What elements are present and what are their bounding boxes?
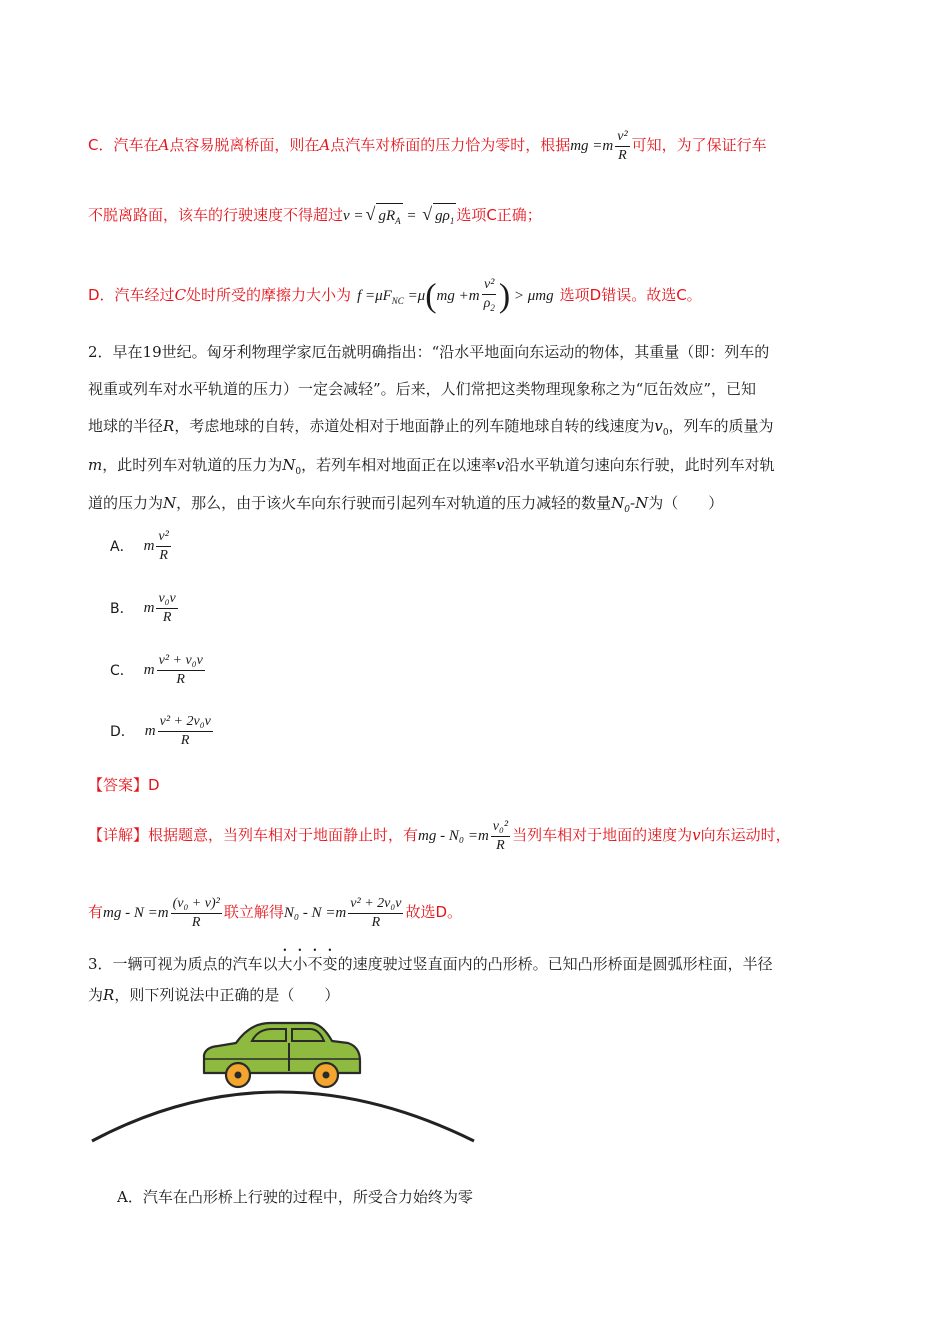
q2-stem-line4: m，此时列车对轨道的压力为$N_0$，若列车相对地面正在以速率v沿水平轨道匀速向东行驶，此时列车对轨 xyxy=(88,456,775,477)
q2-stem-line2: 视重或列车对水平轨道的压力）一定会减轻”。后来，人们常把这类物理现象称之为“厄缶效应”，已知 xyxy=(88,380,757,398)
q2-option-c[interactable]: C． m $\frac{\text{v² + v₀v}}{R}$ xyxy=(110,653,203,687)
q1-option-c-line1: C．汽车在A点容易脱离桥面，则在A点汽车对桥面的压力恰为零时，根据mg =m $\frac{\text{v²}}{R}$ 可知，为了保证行车 xyxy=(88,129,767,163)
q2-stem-line1: 2．早在19世纪。匈牙利物理学家厄缶就明确指出：“沿水平地面向东运动的物体，其重量（即：列车的 xyxy=(88,343,770,361)
q1-option-d-line: D．汽车经过C处时所受的摩擦力大小为 $f =\mu F_{NC} =\mu(mg +m$ $\frac{\text{v²}}{\rho_2}$ ) > μmg 选项D错误。故选C。 xyxy=(88,277,702,315)
q3-stem-line1: 3．一辆可视为质点的汽车以大小不变的速度驶过竖直面内的凸形桥。已知凸形桥面是圆弧形柱面，半径 xyxy=(88,955,773,973)
q3-stem-line2: 为R，则下列说法中正确的是（ ） xyxy=(88,986,340,1004)
q2-stem-line3: 地球的半径R，考虑地球的自转，赤道处相对于地面静止的列车随地球自转的线速度为$v_0$，列车的质量为 xyxy=(88,417,774,438)
car-icon xyxy=(204,1023,360,1087)
bridge-arc xyxy=(92,1092,474,1141)
formula-speed-limit: v = √ $gR_A$ = √ $g\rho_1$ xyxy=(343,208,456,224)
q2-option-d[interactable]: D． m $\frac{\text{v² + 2v₀v}}{R}$ xyxy=(110,714,211,748)
q2-stem-line5: 道的压力为N，那么，由于该火车向东行驶而引起列车对轨道的压力减轻的数量$N_0-N$为（ ） xyxy=(88,494,724,515)
q2-detail-line1: 【详解】根据题意，当列车相对于地面静止时，有mg - N₀ =m $\frac{\text{v₀²}}{R}$ 当列车相对于地面的速度为v向东运动时， xyxy=(88,819,791,853)
q2-option-b[interactable]: B． m $\frac{\text{v₀v}}{R}$ xyxy=(110,591,176,625)
q2-answer: 【答案】D xyxy=(88,776,160,794)
formula-friction: $f =\mu F_{NC} =\mu(mg +m$ $\frac{\text{v²}}{\rho_2}$ ) > μmg xyxy=(357,277,554,315)
q1-option-c-line2: 不脱离路面，该车的行驶速度不得超过v = √ $gR_A$ = √ $g\rho_1$ 选项C正确； xyxy=(88,202,542,233)
formula-c: mg =m $\frac{\text{v²}}{R}$ xyxy=(570,129,628,163)
q2-detail-line2: 有mg - N =m $\frac{\text{(v₀ + v)²}}{R}$ 联立解得N₀ - N =m $\frac{\text{v² + 2v₀v}}{R}$ 故选D。 xyxy=(88,896,462,930)
q3-option-a[interactable]: A．汽车在凸形桥上行驶的过程中，所受合力始终为零 xyxy=(117,1188,473,1206)
car-on-bridge-illustration xyxy=(86,1015,486,1145)
q2-option-a[interactable]: A． m $\frac{\text{v²}}{R}$ xyxy=(110,529,169,563)
emphasis-dots: 大小不变 xyxy=(277,955,338,973)
